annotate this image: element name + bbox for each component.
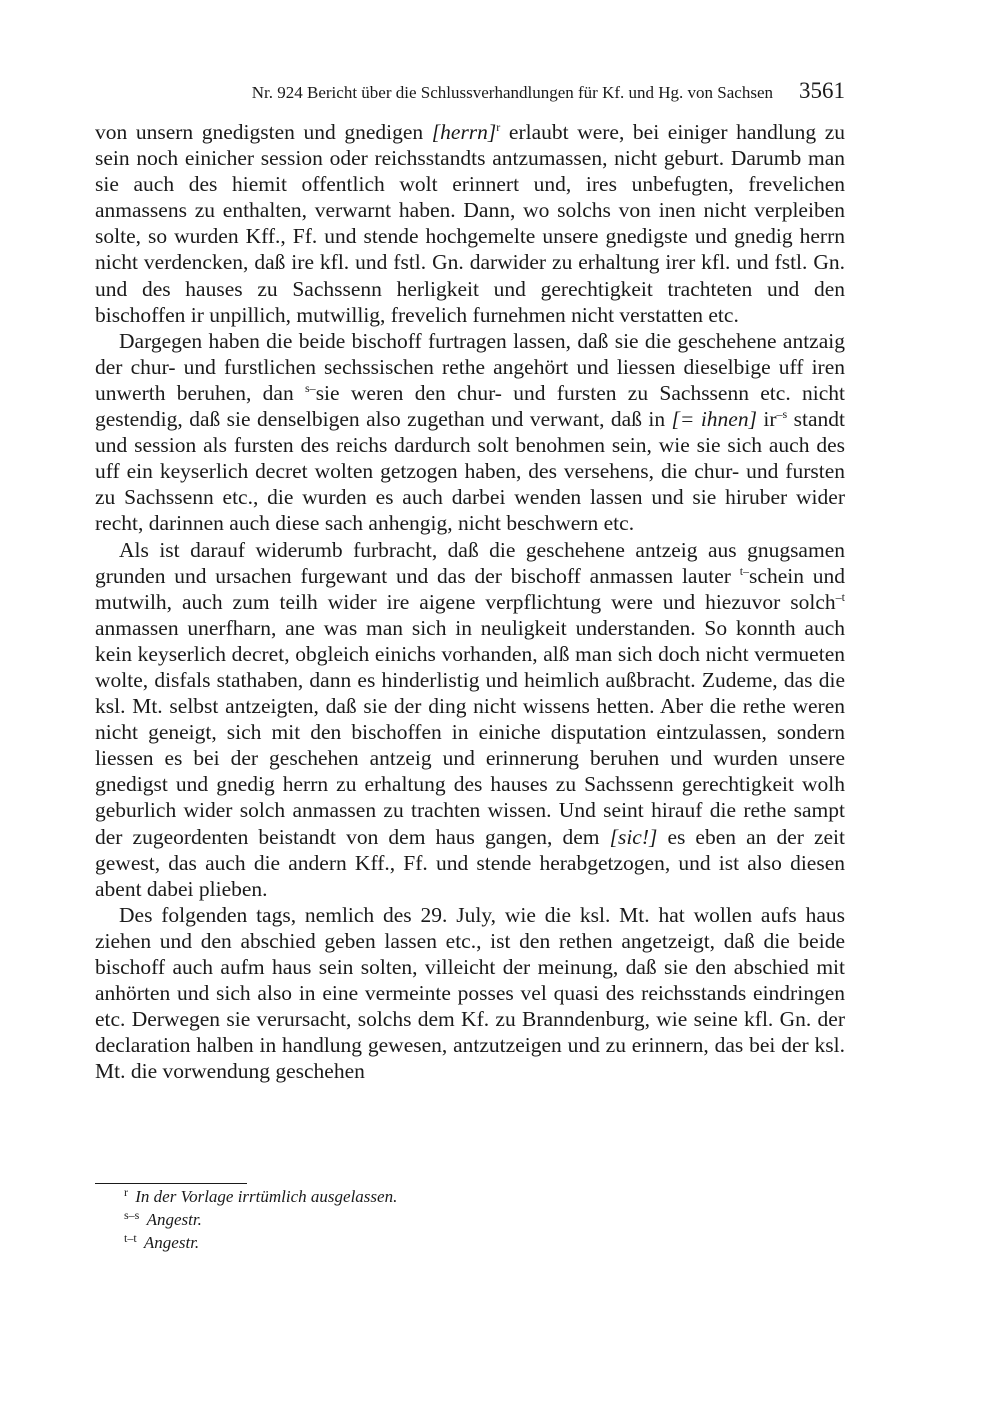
- text-run: es eben an der zeit gewest, das auch die andern Kff., Ff. und stende herabgetzogen, und ist also diesen abent dabei plieben.: [95, 824, 845, 901]
- editorial-insertion: [sic!]: [609, 824, 658, 849]
- footnote: [124, 1232, 824, 1255]
- footnote-text: Angestr.: [146, 1210, 202, 1229]
- text-run: anmassen unerfharn, ane was man sich in neuligkeit understanden. So konnth auch kein keyserlich decret, obgleich einichs vorhanden, alß man sich doch nicht vermueten wolte, disfals stathaben, dann es hinderlistig und heimlich außbracht. Zudeme, das die ksl. Mt. selbst antzeigten, daß sie der ding nicht wissens hetten. Aber die rethe weren nicht geneigt, sich mit den bischoffen in einiche disputation eintzulassen, sondern liessen es bei der geschehen antzeig und erinnerung beruhen und wurden unsere gnedigst und gnedig herrn zu erhaltung des hauses zu Sachssenn gerechtigkeit wolh geburlich wider solch anmassen zu trachten wissen. Und seint hirauf die rethe sampt der zugeordenten beistandt von dem haus gangen, dem: [95, 615, 845, 849]
- text-run: erlaubt were, bei einiger handlung zu sein noch einicher session oder reichsstandts antzumassen, nicht geburt. Darumb man sie auch des hiemit offentlich wolt erinnert und, ires unbefugten, frevelichen anmassens zu enthalten, verwarnt haben. Dann, wo solchs von inen nicht verpleiben solte, so wurden Kff., Ff. und stende hochgemelte unsere gnedigste und gnedig herrn nicht verdencken, daß ire kfl. und fstl. Gn. darwider zu erhaltung irer kfl. und fstl. Gn. und des hauses zu Sachssenn herligkeit und gerechtigkeit trachteten und den bischoffen ir unpillich, mutwillig, frevelich furnehmen nicht verstatten etc.: [95, 120, 845, 327]
- text-run: sie weren den chur- und fursten zu Sachssenn etc. nicht gestendig, daß sie denselbigen also zugethan und verwant, daß in: [95, 380, 845, 432]
- footnote-text: In der Vorlage irrtümlich ausgelassen.: [135, 1187, 398, 1206]
- text-run: Dargegen haben die beide bischoff furtragen lassen, daß sie die geschehene antzaig der chur- und furstlichen sechssischen rethe angehört und liessen dieselbige uff iren unwerth beruhen, dan: [95, 328, 845, 405]
- paragraph: [95, 537, 845, 902]
- text-run: standt und session als fursten des reichs dardurch solt benohmen sein, wie sie sich auch des uff ein keyserlich decret wolten getzogen haben, des versehens, die chur- und fursten zu Sachssenn etc., die wurden es auch darbei wenden lassen und sie hiruber wider recht, darinnen auch diese sach anhengig, nicht beschwern etc.: [95, 407, 845, 536]
- footnote-mark: s–s: [124, 1208, 140, 1222]
- footnotes: [124, 1186, 824, 1255]
- editorial-insertion: [herrn]: [431, 120, 497, 144]
- footnote-reference: s–: [305, 380, 316, 395]
- page-header: [95, 78, 845, 108]
- text-run: Als ist darauf widerumb furbracht, daß die geschehene antzeig aus gnugsamen grunden und ursachen furgewant und das der bischoff anmassen lauter: [95, 537, 845, 588]
- running-title: Nr. 924 Bericht über die Schlussverhandlungen für Kf. und Hg. von Sachsen: [251, 83, 773, 102]
- text-run: von unsern gnedigsten und gnedigen: [95, 120, 432, 144]
- footnote-text: Angestr.: [143, 1233, 200, 1252]
- paragraph: [95, 902, 845, 1085]
- footnote: [124, 1186, 824, 1209]
- text-run: ir: [756, 407, 777, 432]
- footnote-mark: t–t: [124, 1231, 137, 1245]
- paragraph: [95, 119, 845, 328]
- footnote-reference: t–: [739, 563, 750, 578]
- body-text: [95, 119, 845, 1084]
- footnote-divider: [95, 1183, 247, 1184]
- footnote-mark: r: [124, 1185, 128, 1199]
- footnote-reference: –t: [835, 589, 845, 604]
- editorial-insertion: [= ihnen]: [671, 407, 757, 432]
- paragraph: [95, 328, 845, 537]
- text-run: schein und mutwilh, auch zum teilh wider ire aigene verpflichtung were und hiezuvor solch: [95, 563, 845, 614]
- footnote-reference: r: [496, 120, 501, 134]
- footnote-reference: –s: [776, 407, 788, 422]
- page-number: 3561: [799, 78, 845, 103]
- text-run: Des folgenden tags, nemlich des 29. July, wie die ksl. Mt. hat wollen aufs haus ziehen und den abschied geben lassen etc., ist den rethen angetzeigt, daß die beide bischoff auch aufm haus sein solten, villeicht der meinung, daß sie den abschied mit anhörten und sich also in eine vermeinte posses vel quasi des reichsstands eindringen etc. Derwegen sie verursacht, solchs dem Kf. zu Branndenburg, wie seine kfl. Gn. der declaration halben in handlung gewesen, antzutzeigen und zu erinnern, das bei der ksl. Mt. die vorwendung geschehen: [95, 902, 845, 1084]
- footnote: [124, 1209, 824, 1232]
